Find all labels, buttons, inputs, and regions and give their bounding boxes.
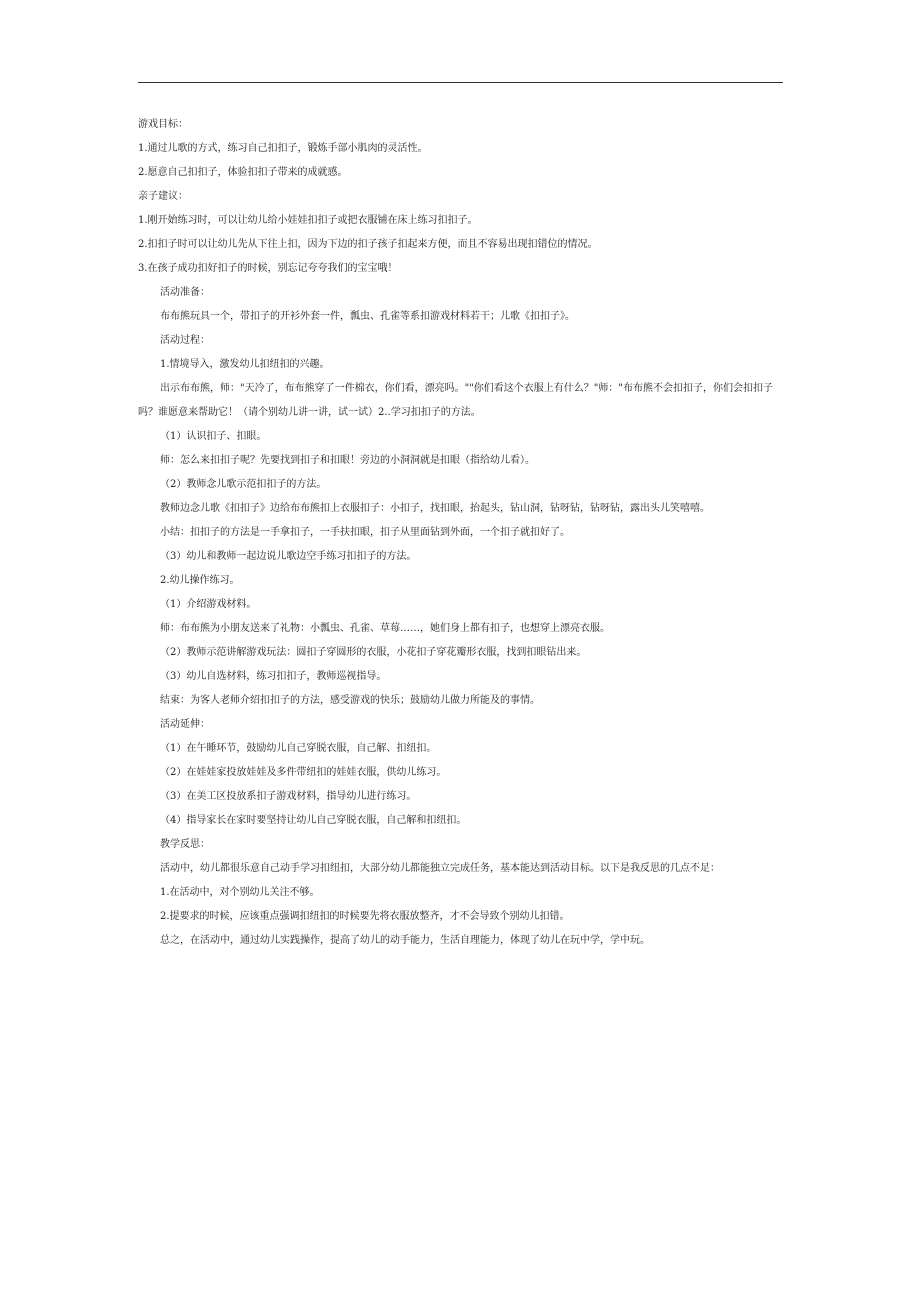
extension-item-3: （3）在美工区投放系扣子游戏材料，指导幼儿进行练习。 (160, 791, 417, 802)
advice-item-1: 1.刚开始练习时，可以让幼儿给小娃娃扣扣子或把衣服铺在床上练习扣扣子。 (138, 215, 478, 226)
heading-preparation: 活动准备： (160, 287, 210, 298)
advice-item-2: 2.扣扣子时可以让幼儿先从下往上扣，因为下边的扣子孩子扣起来方便，而且不容易出现扣错位的情况。 (138, 239, 598, 250)
reflection-item-2: 2.提要求的时候，应该重点强调扣纽扣的时候要先将衣服放整齐，才不会导致个别幼儿扣错。 (160, 911, 570, 922)
heading-parent-advice: 亲子建议： (138, 191, 188, 202)
process-step-1: 1.情境导入，激发幼儿扣纽扣的兴趣。 (160, 359, 330, 370)
extension-item-2: （2）在娃娃家投放娃娃及多件带纽扣的娃娃衣服，供幼儿练习。 (160, 767, 447, 778)
reflection-item-1: 1.在活动中，对个别幼儿关注不够。 (160, 887, 320, 898)
heading-extension: 活动延伸： (160, 719, 210, 730)
sub-step-1: （1）认识扣子、扣眼。 (160, 431, 267, 442)
process-step-2: 2.幼儿操作练习。 (160, 575, 240, 586)
document-body (138, 113, 778, 953)
reflection-text: 活动中，幼儿都很乐意自己动手学习扣纽扣，大部分幼儿都能独立完成任务，基本能达到活动目标。以下是我反思的几点不足： (160, 863, 720, 874)
advice-item-3: 3.在孩子成功扣好扣子的时候，别忘记夸夸我们的宝宝哦！ (138, 263, 398, 274)
op-sub-step-2: （2）教师示范讲解游戏玩法：圆扣子穿圆形的衣服，小花扣子穿花瓣形衣服，找到扣眼钻出来。 (160, 647, 587, 658)
op-sub-step-1: （1）介绍游戏材料。 (160, 599, 257, 610)
summary: 小结：扣扣子的方法是一手拿扣子，一手扶扣眼，扣子从里面钻到外面，一个扣子就扣好了。 (160, 527, 570, 538)
goal-item-2: 2.愿意自己扣扣子，体验扣扣子带来的成就感。 (138, 167, 348, 178)
heading-game-goal: 游戏目标： (138, 119, 188, 130)
sub-step-2: （2）教师念儿歌示范扣扣子的方法。 (160, 479, 327, 490)
conclusion: 总之，在活动中，通过幼儿实践操作，提高了幼儿的动手能力，生活自理能力，体现了幼儿在玩中学，学中玩。 (160, 935, 650, 946)
preparation-text: 布布熊玩具一个，带扣子的开衫外套一件，瓢虫、孔雀等系扣游戏材料若干；儿歌《扣扣子》。 (160, 311, 575, 322)
heading-reflection: 教学反思： (160, 839, 210, 850)
sub-step-3: （3）幼儿和教师一起边说儿歌边空手练习扣扣子的方法。 (160, 551, 417, 562)
teacher-question: 师：怎么来扣扣子呢？先要找到扣子和扣眼！旁边的小洞洞就是扣眼（指给幼儿看）。 (160, 455, 535, 466)
op-sub-step-3: （3）幼儿自选材料，练习扣扣子，教师巡视指导。 (160, 671, 387, 682)
goal-item-1: 1.通过儿歌的方式，练习自己扣扣子，锻炼手部小肌肉的灵活性。 (138, 143, 428, 154)
extension-item-1: （1）在午睡环节，鼓励幼儿自己穿脱衣服，自己解、扣纽扣。 (160, 743, 437, 754)
process-intro-paragraph: 出示布布熊，师："天冷了，布布熊穿了一件棉衣，你们看，漂亮吗。""你们看这个衣服上有什么？"师："布布熊不会扣扣子，你们会扣扣子吗？谁愿意来帮助它！（请个别幼儿讲一讲，试一试）2..学习扣扣子的方法。 (138, 383, 773, 418)
extension-item-4: （4）指导家长在家时要坚持让幼儿自己穿脱衣服，自己解和扣纽扣。 (160, 815, 467, 826)
rhyme-demo: 教师边念儿歌《扣扣子》边给布布熊扣上衣服扣子：小扣子，找扣眼，抬起头，钻山洞，钻呀钻，钻呀钻，露出头儿笑嘻嘻。 (160, 503, 710, 514)
heading-process: 活动过程： (160, 335, 210, 346)
ending: 结束：为客人老师介绍扣扣子的方法，感受游戏的快乐；鼓励幼儿做力所能及的事情。 (160, 695, 540, 706)
header-rule (138, 82, 783, 83)
materials-intro: 师：布布熊为小朋友送来了礼物：小瓢虫、孔雀、草莓……，她们身上都有扣子，也想穿上漂亮衣服。 (160, 623, 610, 634)
